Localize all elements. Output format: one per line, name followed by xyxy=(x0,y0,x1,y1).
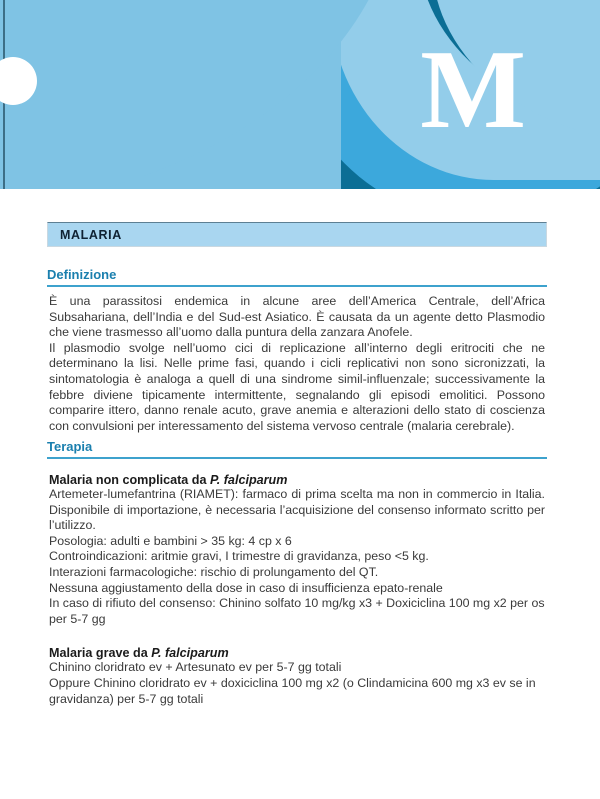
therapy-line-controindicazioni: Controindicazioni: aritmie gravi, I trimestre di gravidanza, peso <5 kg. xyxy=(49,549,429,564)
therapy-subheading-severe-text: Malaria grave da xyxy=(49,646,152,661)
disease-title-bar xyxy=(47,222,547,247)
therapy-line-riamet: Artemeter-lumefantrina (RIAMET): farmaco di prima scelta ma non in commercio in Italia. Disponibile di importazione, è necessaria l’acquisizione del consenso informato scritto per l’utilizzo. xyxy=(49,487,545,533)
therapy-subheading-severe-species: P. falciparum xyxy=(151,646,229,661)
therapy-line-dose-adjustment: Nessuna aggiustamento della dose in caso di insufficienza epato-renale xyxy=(49,580,443,595)
disease-title: MALARIA xyxy=(60,227,122,242)
section-heading-definizione: Definizione xyxy=(47,267,547,287)
therapy-subheading-severe xyxy=(47,646,547,660)
therapy-line-interazioni: Interazioni farmacologiche: rischio di prolungamento del QT. xyxy=(49,564,379,579)
section-definizione xyxy=(47,267,547,434)
definizione-paragraph-1: È una parassitosi endemica in alcune aree dell’America Centrale, dell’Africa Subsahariana, dell’India e del Sud-est Asiatico. È causata da un agente detto Plasmodio che viene trasmesso all’uomo dalla puntura della zanzara Anofele. xyxy=(49,294,545,340)
section-heading-terapia: Terapia xyxy=(47,439,547,459)
section-terapia xyxy=(47,439,547,707)
therapy-block-severe xyxy=(47,646,547,707)
therapy-line-posologia: Posologia: adulti e bambini > 35 kg: 4 cp x 6 xyxy=(49,533,292,548)
therapy-line-severe-2: Oppure Chinino cloridrato ev + doxiciclina 100 mg x2 (o Clindamicina 600 mg x3 ev se in gravidanza) per 5-7 gg totali xyxy=(49,675,536,706)
therapy-subheading-uncomplicated xyxy=(47,473,547,487)
banner-initial-letter: M xyxy=(420,28,526,152)
therapy-subheading-uncomplicated-species: P. falciparum xyxy=(209,473,288,487)
therapy-line-severe-1: Chinino cloridrato ev + Artesunato ev per 5-7 gg totali xyxy=(49,660,342,675)
therapy-subheading-uncomplicated-text: Malaria non complicata da xyxy=(49,473,210,487)
page-header-banner xyxy=(0,0,600,189)
definizione-paragraph-2: Il plasmodio svolge nell’uomo cici di replicazione all’interno degli eritrociti che ne determinano la lisi. Nelle prime fasi, quando i cicli replicativi non sono sicronizzati, la sintomatologia è analoga a quell di una sindrome simil-influenzale; successivamente la febbre diviene tipicamente intermittente, segnalando gli episodi emolitici. Possono comparire ittero, danno renale acuto, grave anemia e alterazioni dello stato di coscienza con convulsioni per interessamento del sistema vervoso centrale (malaria cerebrale). xyxy=(49,340,545,433)
therapy-block-uncomplicated xyxy=(47,473,547,627)
therapy-line-consent-refusal: In caso di rifiuto del consenso: Chinino solfato 10 mg/kg x3 + Doxiciclina 100 mg x2 per os per 5-7 gg xyxy=(49,596,545,626)
